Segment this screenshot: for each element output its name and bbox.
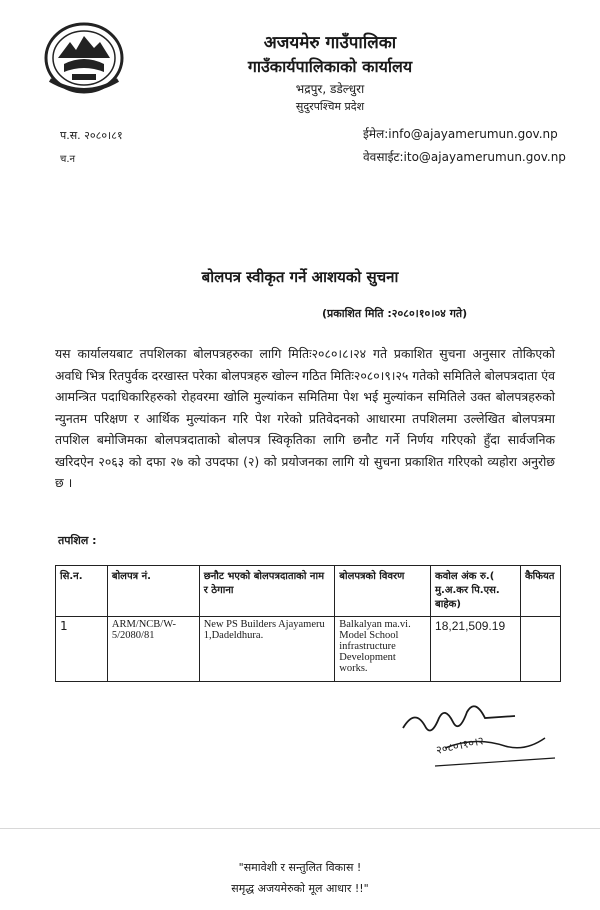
serial-cell: 1: [56, 617, 108, 682]
column-header: कवोल अंक रु.( मु.अ.कर पि.एस. बाहेक): [431, 566, 521, 617]
nepal-emblem-icon: [42, 18, 126, 96]
column-header: छनौट भएको बोलपत्रदाताको नाम र ठेगाना: [199, 566, 335, 617]
municipality-name: अजयमेरु गाउँपालिका: [263, 33, 397, 53]
notice-body: यस कार्यालयबाट तपशिलका बोलपत्रहरुका लागि मितिः२०८०।८।२४ गते प्रकाशित सुचना अनुसार तोकिएको अवधि भित्र रितपुर्वक दरखास्त परेका बोलपत्रहरु खोल्न गठित मितिः२०८०।९।२५ गतेको समितिले बोलपत्रदाता एंव आमन्त्रित पदाधिकारिहरुको रोहवरमा खोलि मुल्यांकन समितिमा पेश भई मुल्यांकन समितिले उक्त बोलपत्रहरुको न्युनतम परिक्षण र आर्थिक मुल्यांकन गरि पेश गरेको प्रतिवेदनको आधारमा तपशिलमा उल्लेखित बोलपत्रमा तपशिल बमोजिमका बोलपत्रदाताको बोलपत्र स्विकृतिका लागि छनौट गर्ने निर्णय गरिएको हुँदा सार्वजनिक खरिदऐन २०६३ को दफा २७ को उपदफा (२) को प्रयोजनका लागि यो सुचना प्रकाशित गरिएको व्यहोरा अनुरोछ छ ।: [55, 346, 555, 490]
column-header: बोलपत्रको विवरण: [335, 566, 431, 617]
reference-number: प.स. २०८०।८१: [60, 129, 123, 142]
dispatch-number: च.न: [60, 154, 76, 165]
table-header-row: [56, 566, 561, 617]
slogan-line-1: "समावेशी र सन्तुलित विकास !: [238, 861, 362, 874]
office-name: गाउँकार्यपालिकाको कार्यालय: [247, 57, 413, 76]
column-header: कैफियत: [520, 566, 560, 617]
column-header: सि.न.: [56, 566, 108, 617]
publish-date: (प्रकाशित मिति :२०८०।१०।०४ गते): [322, 307, 468, 320]
bid-number-cell: ARM/NCB/W-5/2080/81: [107, 617, 199, 682]
description-cell: Balkalyan ma.vi. Model School infrastructure Development works.: [335, 617, 431, 682]
column-header: बोलपत्र नं.: [107, 566, 199, 617]
amount-cell: 18,21,509.19: [431, 617, 521, 682]
website-line: वेवसाईट:ito@ajayamerumun.gov.np: [363, 150, 566, 164]
details-label: तपशिल :: [58, 534, 97, 547]
signature-date: २०८०।१०।२: [434, 734, 485, 757]
remarks-cell: [520, 617, 560, 682]
email-line: ईमेल:info@ajayamerumun.gov.np: [363, 127, 558, 141]
table-row: [56, 617, 561, 682]
notice-title: बोलपत्र स्वीकृत गर्ने आशयको सुचना: [201, 268, 399, 286]
bid-table: [55, 565, 561, 682]
bidder-cell: New PS Builders Ajayameru 1,Dadeldhura.: [199, 617, 335, 682]
fold-line: [0, 828, 600, 829]
slogan-line-2: समृद्ध अजयमेरुको मूल आधार !!": [231, 882, 369, 895]
office-address: भद्रपुर, डडेल्धुरा: [295, 82, 365, 96]
handwritten-signature: [395, 688, 565, 788]
province-name: सुदुरपश्चिम प्रदेश: [295, 100, 365, 113]
